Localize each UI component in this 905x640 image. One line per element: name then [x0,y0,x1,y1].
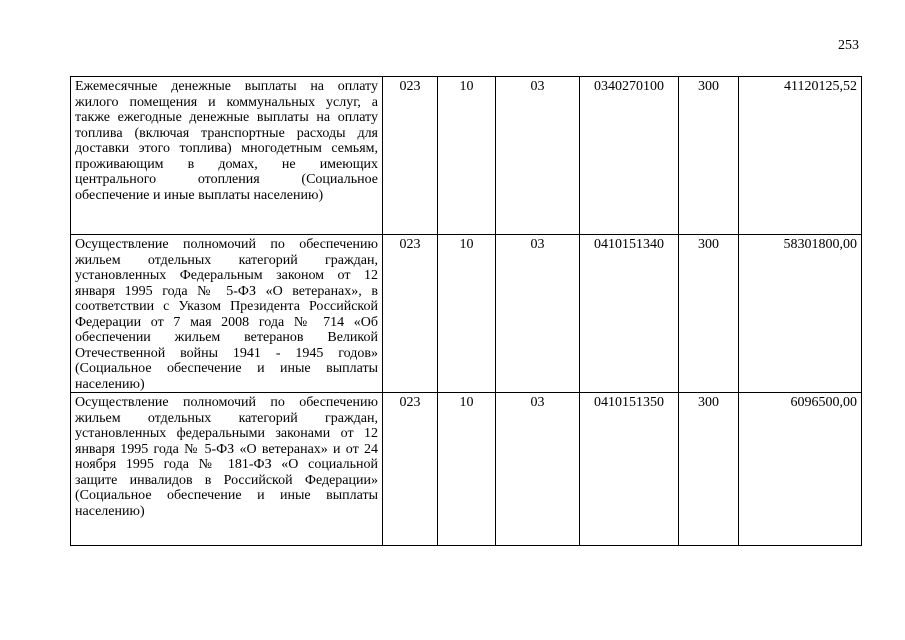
amount-value: 6096500,00 [739,393,862,546]
expense-type-code: 300 [679,393,739,546]
section-code: 10 [438,393,496,546]
subsection-code: 03 [496,235,580,393]
row-description: Осуществление полномочий по обеспечению жильем отдельных категорий граждан, установленных Федеральным законом от 12 января 1995 года № 5-ФЗ «О ветеранах», в соответствии с Указом Президента Российской Федерации от 7 мая 2008 года № 714 «Об обеспечении жильем ветеранов Великой Отечественной войны 1941 - 1945 годов» (Социальное обеспечение и иные выплаты населению) [71,235,383,393]
section-code: 10 [438,235,496,393]
table-row [71,393,862,546]
target-article-code: 0410151350 [580,393,679,546]
ministry-code: 023 [383,77,438,235]
row-description: Осуществление полномочий по обеспечению жильем отдельных категорий граждан, установленных федеральными законами от 12 января 1995 года № 5-ФЗ «О ветеранах» и от 24 ноября 1995 года № 181-ФЗ «О социальной защите инвалидов в Российской Федерации» (Социальное обеспечение и иные выплаты населению) [71,393,383,546]
page-number: 253 [838,38,859,53]
budget-table [70,76,862,546]
subsection-code: 03 [496,393,580,546]
subsection-code: 03 [496,77,580,235]
section-code: 10 [438,77,496,235]
target-article-code: 0340270100 [580,77,679,235]
ministry-code: 023 [383,393,438,546]
table-row [71,235,862,393]
expense-type-code: 300 [679,77,739,235]
row-description: Ежемесячные денежные выплаты на оплату жилого помещения и коммунальных услуг, а также ежегодные денежные выплаты на оплату топлива (включая транспортные расходы для доставки этого топлива) многодетным семьям, проживающим в домах, не имеющих центрального отопления (Социальное обеспечение и иные выплаты населению) [71,77,383,235]
table-row [71,77,862,235]
target-article-code: 0410151340 [580,235,679,393]
expense-type-code: 300 [679,235,739,393]
amount-value: 41120125,52 [739,77,862,235]
ministry-code: 023 [383,235,438,393]
amount-value: 58301800,00 [739,235,862,393]
